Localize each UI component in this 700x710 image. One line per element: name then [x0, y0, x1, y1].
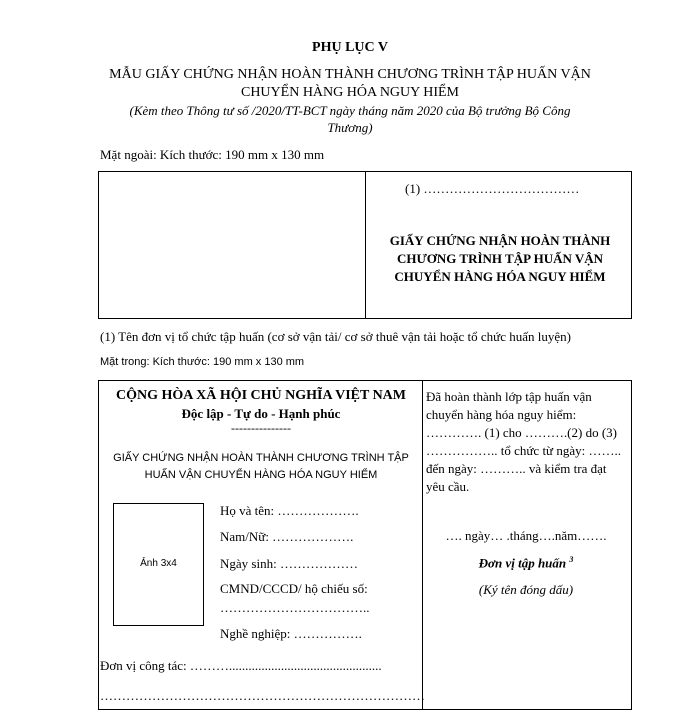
outer-side-divider — [365, 171, 366, 319]
form-title: MẪU GIẤY CHỨNG NHẬN HOÀN THÀNH CHƯƠNG TRÌNH TẬP HUẤN VẬN CHUYỂN HÀNG HÓA NGUY HIỂM — [109, 67, 591, 100]
outer-org-line: (1) ……………………………… — [405, 181, 580, 196]
outer-certificate-title: GIẤY CHỨNG NHẬN HOÀN THÀNH CHƯƠNG TRÌNH TẬP HUẤN VẬN CHUYỂN HÀNG HÓA NGUY HIỂM — [389, 233, 611, 284]
appendix-title: PHỤ LỤC V — [312, 40, 388, 55]
field-workplace: Đơn vị công tác: ………............................................... — [100, 658, 382, 673]
inner-side-divider — [422, 380, 423, 710]
photo-label: Ảnh 3x4 — [140, 558, 177, 569]
inner-certificate-title: GIẤY CHỨNG NHẬN HOÀN THÀNH CHƯƠNG TRÌNH TẬP HUẤN VẬN CHUYỂN HÀNG HÓA NGUY HIỂM — [113, 452, 409, 481]
signature-note: (Ký tên đóng dấu) — [478, 582, 574, 597]
field-id-number-dots: …………………………….. — [220, 600, 370, 615]
training-unit-label: Đơn vị tập huấn — [478, 555, 567, 571]
national-motto: Độc lập - Tự do - Hạnh phúc — [181, 406, 341, 421]
field-workplace-dots: ………………………………………………………………… — [100, 688, 425, 703]
training-unit — [426, 555, 626, 571]
issuance-note: (Kèm theo Thông tư số /2020/TT-BCT ngày tháng năm 2020 của Bộ trưởng Bộ Công Thương) — [129, 103, 571, 135]
signing-date: …. ngày… .tháng….năm……. — [445, 528, 607, 543]
field-full-name: Họ và tên: ………………. — [220, 503, 359, 518]
training-unit-footnote-mark: 3 — [569, 555, 574, 564]
footnote-organizer: (1) Tên đơn vị tổ chức tập huấn (cơ sở vận tải/ cơ sở thuê vận tải hoặc tổ chức huấn luyện) — [100, 329, 571, 344]
field-date-of-birth: Ngày sinh: ……………… — [220, 556, 358, 571]
outer-side-spec: Mặt ngoài: Kích thước: 190 mm x 130 mm — [100, 147, 325, 162]
national-title: CỘNG HÒA XÃ HỘI CHỦ NGHĨA VIỆT NAM — [115, 388, 406, 403]
motto-rule: --------------- — [231, 421, 291, 435]
inner-side-spec: Mặt trong: Kích thước: 190 mm x 130 mm — [100, 356, 305, 368]
field-id-number: CMND/CCCD/ hộ chiếu số: — [220, 581, 368, 596]
field-sex: Nam/Nữ: ………………. — [220, 529, 354, 544]
field-occupation: Nghề nghiệp: ……………. — [220, 626, 362, 641]
completion-statement: Đã hoàn thành lớp tập huấn vận chuyển hàng hóa nguy hiểm: …………. (1) cho ……….(2) do (3) …………….. tổ chức từ ngày: …….. đến ngày: ……….. và kiểm tra đạt yêu cầu. — [426, 389, 621, 494]
